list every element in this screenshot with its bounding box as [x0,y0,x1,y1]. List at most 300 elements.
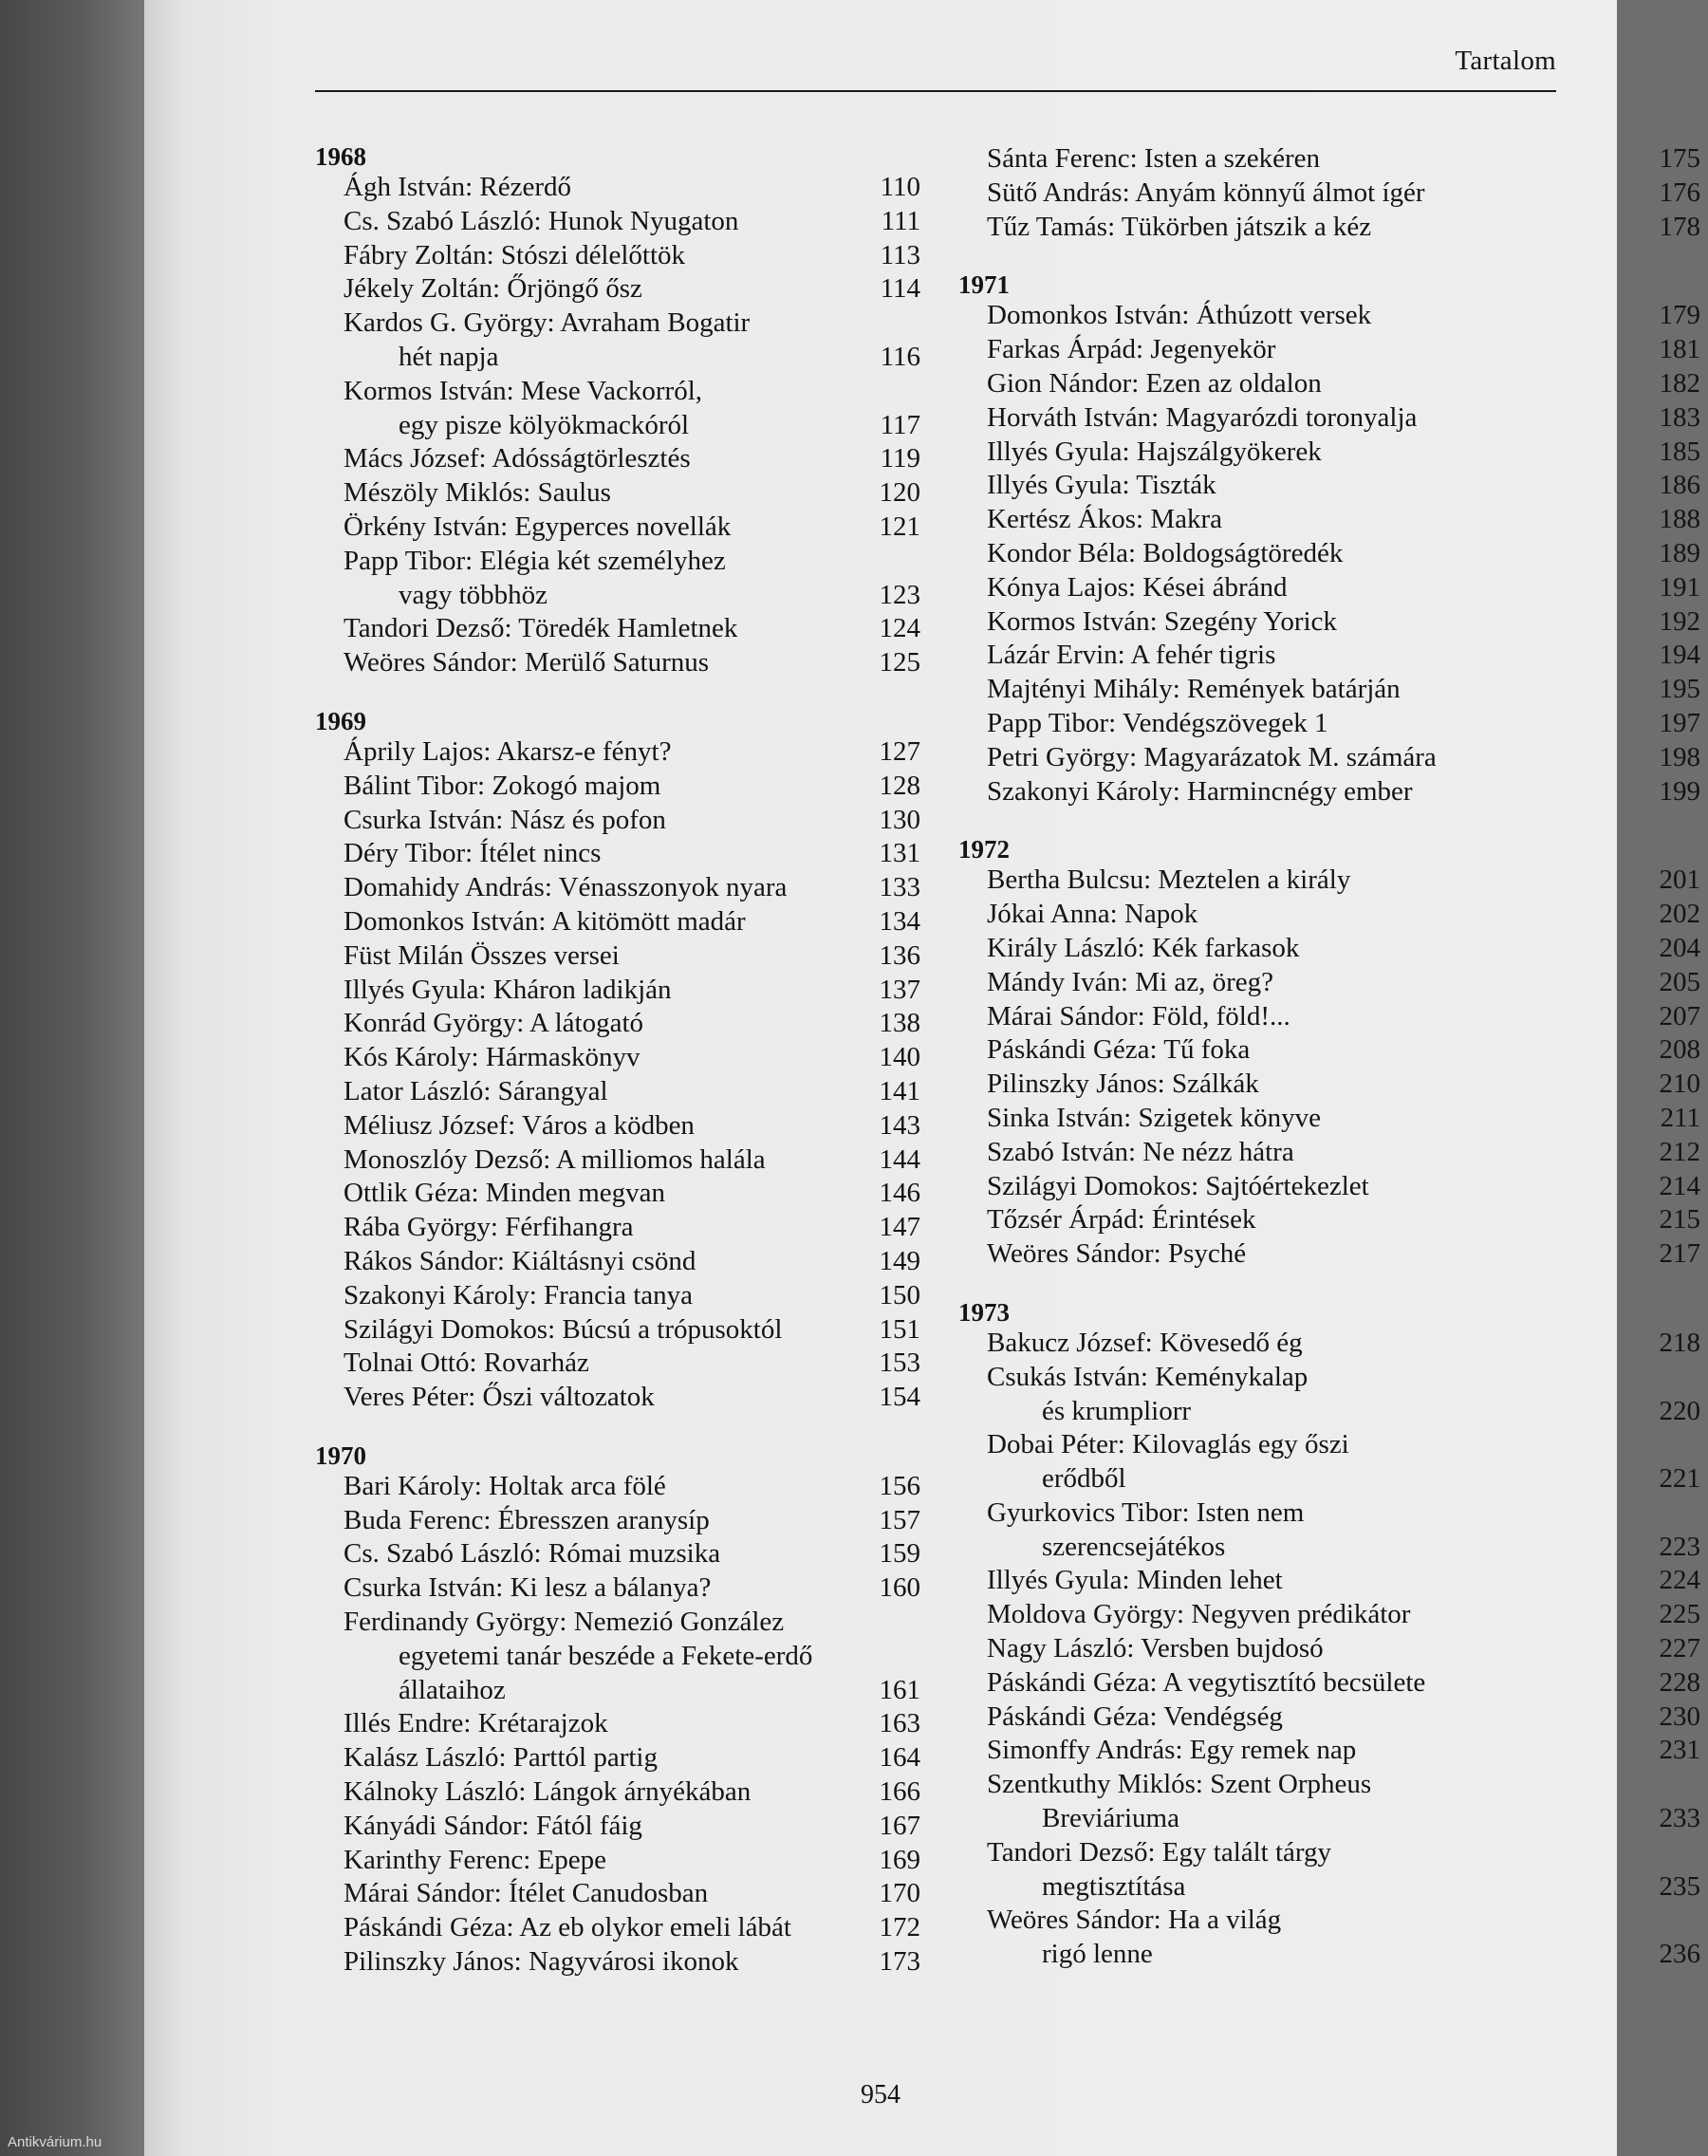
entry-title-line: Szakonyi Károly: Harmincnégy ember [987,775,1413,807]
entry-page-number: 198 [1659,741,1700,772]
toc-section [315,142,1055,680]
toc-entry [315,1504,1055,1538]
entry-page-number: 205 [1659,966,1700,997]
entry-title [315,1810,1055,1844]
entry-title-line: Ágh István: Rézerdő [343,172,571,202]
toc-entry [958,1068,1708,1102]
entry-title [315,735,1055,770]
entry-page-number: 110 [880,172,920,202]
toc-entry [315,1571,1055,1606]
toc-entry [958,1666,1708,1701]
entry-title-line: Déry Tibor: Ítélet nincs [343,838,602,869]
entry-page-number: 124 [879,613,920,644]
entry-title-continuation: megtisztítása [1042,1870,1186,1902]
entry-title [315,1844,1055,1878]
entry-title-line: Sánta Ferenc: Isten a szekéren [987,143,1321,174]
toc-entry [958,571,1708,605]
toc-entry [958,1564,1708,1598]
entry-title-line: Páskándi Géza: Vendégség [987,1701,1283,1732]
toc-entry [958,1000,1708,1034]
entry-title-line: Pilinszky János: Szálkák [987,1069,1259,1100]
toc-entry [958,333,1708,367]
entry-title-line: Szilágyi Domokos: Búcsú a trópusoktól [343,1313,783,1345]
entry-page-number: 217 [1659,1238,1700,1270]
entry-title [315,1313,1055,1348]
toc-entry [958,1598,1708,1632]
toc-entry [315,939,1055,974]
entry-title-line: Rákos Sándor: Kiáltásnyi csönd [343,1245,696,1276]
entry-title [315,171,1055,205]
entry-title-line: Domonkos István: A kitömött madár [343,905,746,937]
toc-entry [315,1470,1055,1504]
entry-title [315,646,1055,680]
entry-title-line: Tűz Tamás: Tükörben játszik a kéz [987,211,1372,242]
entry-title [315,770,1055,804]
entry-title [315,1245,1055,1279]
entry-title [315,545,1055,613]
entry-title-line: Kalász László: Parttól partig [343,1742,658,1774]
entry-page-number: 146 [879,1178,920,1209]
page-number: 954 [861,2080,900,2110]
toc-entry [958,1102,1708,1136]
entry-title-line: Illyés Gyula: Hajszálgyökerek [987,436,1322,467]
entry-page-number: 175 [1659,143,1700,174]
toc-entry [958,1136,1708,1170]
toc-entry [958,1632,1708,1666]
toc-entry [958,1701,1708,1735]
watermark: Antikvárium.hu [8,2134,102,2150]
entry-title [315,272,1055,307]
toc-entry [315,974,1055,1008]
entry-title-continuation: Breviáriuma [1042,1803,1179,1834]
entry-title-continuation: és krumpliorr [1042,1395,1192,1426]
toc-entry [958,503,1708,537]
toc-entry [315,375,1055,443]
toc-entry [315,1109,1055,1143]
year-heading: 1970 [315,1440,366,1470]
entry-title-line: Domonkos István: Áthúzott versek [987,300,1372,331]
entry-page-number: 211 [1660,1102,1700,1133]
entry-page-number: 167 [879,1810,920,1841]
entry-title-continuation: szerencsejátékos [1042,1531,1226,1562]
entry-title [315,871,1055,905]
entry-page-number: 224 [1659,1565,1700,1596]
running-head: Tartalom [1455,46,1556,76]
entry-title [315,1470,1055,1504]
entry-title [315,375,1055,443]
entry-title [315,1504,1055,1538]
entry-title [315,1075,1055,1109]
entry-title-line: Nagy László: Versben bujdosó [987,1633,1324,1664]
toc-entry [315,1537,1055,1571]
entry-title-line: Áprily Lajos: Akarsz-e fényt? [343,735,672,767]
toc-entry [315,804,1055,838]
toc-entry [315,1775,1055,1810]
toc-entry [315,1877,1055,1911]
entry-page-number: 191 [1659,571,1700,603]
entry-title-line: Pilinszky János: Nagyvárosi ikonok [343,1946,739,1978]
toc-entry [958,639,1708,673]
entry-title-line: Gyurkovics Tibor: Isten nem [987,1496,1305,1528]
toc-entry [958,1734,1708,1768]
entry-page-number: 182 [1659,367,1700,399]
entry-title-line: Kardos G. György: Avraham Bogatir [343,307,751,339]
toc-column-right [958,142,1708,1972]
entry-title-line: Veres Péter: Őszi változatok [343,1382,655,1413]
entry-title-continuation: erődből [1042,1463,1126,1495]
toc-entry [315,1741,1055,1775]
entry-page-number: 116 [880,341,920,372]
entry-title-line: Kálnoky László: Lángok árnyékában [343,1776,752,1808]
entry-title-line: Tőzsér Árpád: Érintések [987,1204,1256,1236]
entry-title-line: Horváth István: Magyarózdi toronyalja [987,401,1418,433]
entry-page-number: 235 [1659,1870,1700,1902]
entry-page-number: 186 [1659,470,1700,501]
entry-title-line: Páskándi Géza: Tű foka [987,1034,1251,1066]
entry-page-number: 185 [1659,436,1700,467]
entry-title [315,1945,1055,1979]
entry-page-number: 199 [1659,775,1700,807]
entry-page-number: 166 [879,1776,920,1808]
toc-entry [958,1237,1708,1272]
entry-page-number: 221 [1659,1463,1700,1495]
entry-title-line: Csurka István: Ki lesz a bálanya? [343,1572,712,1604]
entry-title-line: Tolnai Ottó: Rovarház [343,1348,589,1379]
entry-title [315,1177,1055,1211]
toc-entry [315,307,1055,375]
toc-section [315,1441,1055,1979]
toc-entry [315,239,1055,273]
toc-entry [315,1313,1055,1348]
entry-title-line: Csukás István: Keménykalap [987,1361,1309,1392]
entry-title-line: Petri György: Magyarázatok M. számára [987,741,1437,772]
toc-entry [958,537,1708,571]
entry-title-line: Szabó István: Ne nézz hátra [987,1136,1294,1167]
book-page [144,0,1700,2156]
toc-entry [315,1245,1055,1279]
entry-title [315,1707,1055,1741]
toc-entry [315,735,1055,770]
entry-page-number: 130 [879,804,920,835]
toc-entry [958,1768,1708,1836]
toc-entry [958,401,1708,436]
entry-title-line: Kányádi Sándor: Fától fáig [343,1810,642,1841]
toc-entry [958,1203,1708,1237]
entry-title [315,1109,1055,1143]
entry-title-line: Lázár Ervin: A fehér tigris [987,640,1276,671]
toc-entry [958,1361,1708,1429]
entry-title [315,442,1055,476]
entry-title-line: Mészöly Miklós: Saulus [343,477,611,509]
entry-page-number: 212 [1659,1136,1700,1167]
entry-page-number: 202 [1659,899,1700,930]
toc-entry [315,1211,1055,1245]
entry-page-number: 137 [879,974,920,1005]
entry-title-line: Dobai Péter: Kilovaglás egy őszi [987,1429,1349,1460]
toc-entry [958,673,1708,707]
entry-title-line: Márai Sándor: Ítélet Canudosban [343,1878,709,1909]
entry-page-number: 125 [879,647,920,678]
entry-page-number: 121 [879,511,920,542]
toc-section [958,835,1708,1272]
entry-page-number: 173 [879,1946,920,1978]
entry-page-number: 120 [879,477,920,509]
entry-page-number: 208 [1659,1034,1700,1066]
entry-page-number: 225 [1659,1599,1700,1630]
entry-title-line: Weöres Sándor: Merülő Saturnus [343,647,710,678]
entry-page-number: 151 [879,1313,920,1345]
entry-title [315,612,1055,646]
entry-title-line: Rába György: Férfihangra [343,1212,634,1243]
entry-title-line: Kormos István: Mese Vackorról, [343,375,703,406]
toc-entry [315,871,1055,905]
entry-page-number: 228 [1659,1666,1700,1698]
toc-entry [958,469,1708,503]
toc-entry [958,1170,1708,1204]
entry-title [315,476,1055,511]
toc-section [958,270,1708,808]
entry-page-number: 233 [1659,1803,1700,1834]
entry-title-line: Szilágyi Domokos: Sajtóértekezlet [987,1170,1369,1201]
year-heading: 1972 [958,835,1010,864]
toc-entry [958,367,1708,401]
entry-title [315,1007,1055,1041]
entry-page-number: 134 [879,905,920,937]
entry-page-number: 157 [879,1504,920,1535]
entry-title-continuation: egy pisze kölyökmackóról [399,409,690,440]
entry-title-line: Papp Tibor: Vendégszövegek 1 [987,707,1328,738]
entry-page-number: 231 [1659,1735,1700,1766]
entry-page-number: 143 [879,1109,920,1141]
entry-title-line: Sinka István: Szigetek könyve [987,1102,1321,1133]
entry-title-line: Király László: Kék farkasok [987,932,1300,963]
toc-entry [958,605,1708,640]
toc-section [958,142,1708,244]
entry-title-continuation: egyetemi tanár beszéde a Fekete-erdő [399,1640,813,1671]
year-heading: 1968 [315,142,366,171]
entry-title-continuation: állataihoz [399,1674,506,1705]
entry-title [315,511,1055,545]
toc-entry [315,1945,1055,1979]
entry-title-continuation: hét napja [399,341,499,372]
toc-entry [315,1177,1055,1211]
entry-title-line: Lator László: Sárangyal [343,1075,608,1106]
entry-title-line: Szakonyi Károly: Francia tanya [343,1279,694,1310]
entry-title-line: Mándy Iván: Mi az, öreg? [987,966,1273,997]
toc-entry [315,646,1055,680]
year-heading: 1973 [958,1297,1010,1327]
entry-page-number: 236 [1659,1939,1700,1970]
toc-entry [315,1041,1055,1075]
entry-title-line: Jékely Zoltán: Őrjöngő ősz [343,273,642,305]
toc-entry [315,1707,1055,1741]
toc-entry [315,511,1055,545]
entry-page-number: 176 [1659,177,1700,208]
book-gutter-shadow [0,0,152,2156]
toc-entry [958,1836,1708,1905]
entry-page-number: 192 [1659,605,1700,637]
entry-page-number: 197 [1659,707,1700,738]
toc-entry [315,205,1055,239]
toc-entry [958,898,1708,932]
entry-page-number: 161 [879,1674,920,1705]
entry-title [315,1211,1055,1245]
entry-title-line: Illés Endre: Krétarajzok [343,1708,608,1739]
entry-page-number: 183 [1659,401,1700,433]
entry-page-number: 133 [879,872,920,903]
entry-title-line: Domahidy András: Vénasszonyok nyara [343,872,788,903]
entry-title-continuation: vagy többhöz [399,579,548,610]
toc-entry [958,1327,1708,1361]
entry-page-number: 170 [879,1878,920,1909]
entry-page-number: 210 [1659,1069,1700,1100]
entry-page-number: 218 [1659,1327,1700,1358]
toc-entry [958,177,1708,211]
entry-title [315,1571,1055,1606]
toc-entry [315,545,1055,613]
toc-entry [958,1428,1708,1496]
entry-title [315,1606,1055,1707]
entry-page-number: 153 [879,1348,920,1379]
entry-page-number: 169 [879,1844,920,1875]
entry-page-number: 127 [879,735,920,767]
entry-title [315,1911,1055,1945]
entry-page-number: 194 [1659,640,1700,671]
entry-page-number: 223 [1659,1531,1700,1562]
entry-title-line: Illyés Gyula: Kháron ladikján [343,974,672,1005]
entry-title-line: Papp Tibor: Elégia két személyhez [343,545,726,576]
entry-title-line: Farkas Árpád: Jegenyekör [987,334,1276,365]
toc-entry [315,612,1055,646]
toc-entry [315,905,1055,939]
entry-title [315,1279,1055,1313]
entry-title-line: Jókai Anna: Napok [987,899,1198,930]
entry-page-number: 195 [1659,674,1700,705]
entry-title-line: Fábry Zoltán: Stószi délelőttök [343,239,686,270]
entry-title-line: Weöres Sándor: Psyché [987,1238,1247,1270]
toc-entry [315,1911,1055,1945]
entry-title [315,1741,1055,1775]
entry-title [315,1537,1055,1571]
entry-page-number: 163 [879,1708,920,1739]
entry-title-line: Bari Károly: Holtak arca fölé [343,1470,666,1501]
entry-title [315,307,1055,375]
toc-entry [315,1381,1055,1415]
toc-entry [315,1007,1055,1041]
entry-title [315,905,1055,939]
entry-title-line: Cs. Szabó László: Hunok Nyugaton [343,205,739,236]
entry-title [315,804,1055,838]
entry-title-line: Bertha Bulcsu: Meztelen a király [987,864,1351,896]
entry-title-line: Kós Károly: Hármaskönyv [343,1042,640,1073]
entry-page-number: 159 [879,1538,920,1570]
toc-entry [315,1347,1055,1381]
entry-title [315,1041,1055,1075]
entry-page-number: 230 [1659,1701,1700,1732]
entry-page-number: 147 [879,1212,920,1243]
toc-entry [958,707,1708,741]
entry-title-line: Méliusz József: Város a ködben [343,1109,695,1141]
entry-page-number: 214 [1659,1170,1700,1201]
entry-title-line: Weöres Sándor: Ha a világ [987,1905,1282,1936]
toc-entry [315,1279,1055,1313]
entry-title [315,1775,1055,1810]
entry-title-line: Illyés Gyula: Tiszták [987,470,1216,501]
entry-title [315,1877,1055,1911]
entry-title-line: Buda Ferenc: Ébresszen aranysíp [343,1504,710,1535]
entry-title-line: Kertész Ákos: Makra [987,504,1223,535]
toc-entry [315,1844,1055,1878]
entry-title-line: Bálint Tibor: Zokogó majom [343,770,661,801]
entry-page-number: 207 [1659,1000,1700,1032]
toc-entry [315,442,1055,476]
entry-page-number: 123 [879,579,920,610]
entry-title-line: Majtényi Mihály: Remények batárján [987,674,1401,705]
entry-title-line: Páskándi Géza: A vegytisztító becsülete [987,1666,1426,1698]
entry-page-number: 227 [1659,1633,1700,1664]
toc-entry [958,966,1708,1000]
entry-title-line: Bakucz József: Kövesedő ég [987,1327,1303,1358]
entry-page-number: 149 [879,1245,920,1276]
toc-entry [958,1904,1708,1972]
entry-title-line: Cs. Szabó László: Római muzsika [343,1538,721,1570]
entry-title-line: Moldova György: Negyven prédikátor [987,1599,1411,1630]
entry-title-line: Karinthy Ferenc: Epepe [343,1844,607,1875]
toc-entry [315,1143,1055,1178]
entry-title-line: Csurka István: Nász és pofon [343,804,666,835]
year-heading: 1969 [315,706,366,735]
entry-page-number: 181 [1659,334,1700,365]
entry-title [315,974,1055,1008]
entry-page-number: 154 [879,1382,920,1413]
entry-page-number: 141 [879,1075,920,1106]
entry-title-line: Sütő András: Anyám könnyű álmot ígér [987,177,1425,208]
entry-page-number: 179 [1659,300,1700,331]
entry-title-line: Kondor Béla: Boldogságtöredék [987,537,1344,568]
entry-page-number: 111 [881,205,920,236]
entry-page-number: 204 [1659,932,1700,963]
entry-page-number: 140 [879,1042,920,1073]
entry-title [315,205,1055,239]
entry-title-line: Konrád György: A látogató [343,1008,644,1039]
entry-title-line: Tandori Dezső: Egy talált tárgy [987,1836,1332,1868]
entry-title [315,1381,1055,1415]
toc-entry [958,775,1708,809]
entry-title-line: Páskándi Géza: Az eb olykor emeli lábát [343,1912,791,1943]
entry-page-number: 188 [1659,504,1700,535]
entry-page-number: 215 [1659,1204,1700,1236]
entry-page-number: 178 [1659,211,1700,242]
toc-entry [315,770,1055,804]
entry-page-number: 113 [880,239,920,270]
entry-page-number: 172 [879,1912,920,1943]
entry-page-number: 220 [1659,1395,1700,1426]
entry-page-number: 117 [880,409,920,440]
entry-page-number: 119 [880,443,920,474]
entry-title-line: Kormos István: Szegény Yorick [987,605,1337,637]
entry-title-line: Szentkuthy Miklós: Szent Orpheus [987,1769,1372,1800]
entry-page-number: 131 [879,838,920,869]
toc-column-left [315,142,1055,1979]
header-rule [315,90,1556,92]
entry-page-number: 160 [879,1572,920,1604]
entry-title [315,239,1055,273]
entry-title [315,837,1055,871]
entry-page-number: 156 [879,1470,920,1501]
entry-title-line: Tandori Dezső: Töredék Hamletnek [343,613,738,644]
entry-page-number: 114 [880,273,920,305]
toc-entry [315,1075,1055,1109]
